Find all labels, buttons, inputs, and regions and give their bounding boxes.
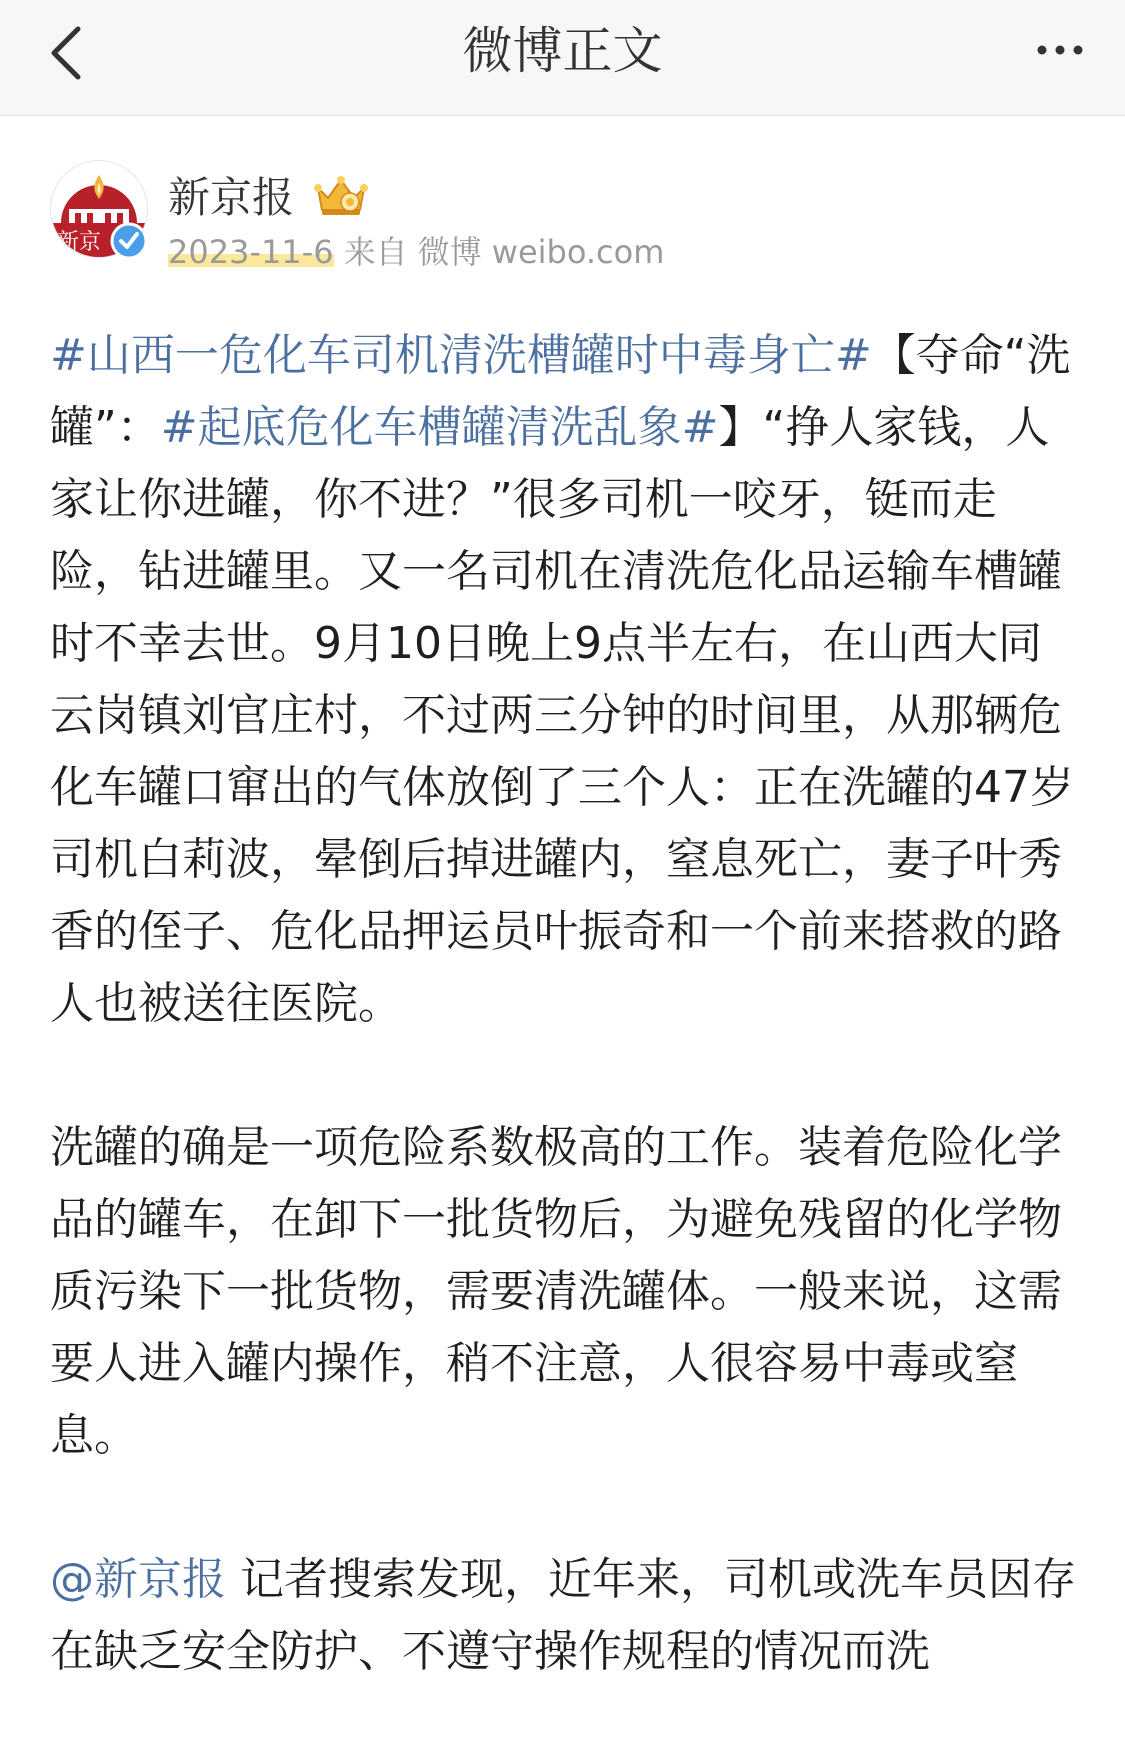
mention-link[interactable]: @新京报 xyxy=(50,1554,226,1605)
post-date: 2023-11-6 xyxy=(168,233,334,271)
post-text: 记者搜索发现，近年来，司机或洗车员因存在缺乏安全防护、不遵守操作规程的情况而洗 xyxy=(50,1554,1076,1677)
avatar-text: 新京 xyxy=(57,230,102,255)
post-source[interactable]: 微博 weibo.com xyxy=(417,233,665,271)
page-title: 微博正文 xyxy=(462,22,663,80)
post-paragraph xyxy=(50,1112,1080,1472)
hashtag-link[interactable]: #山西一危化车司机清洗槽罐时中毒身亡# xyxy=(50,330,872,381)
hashtag-link[interactable]: #起底危化车槽罐清洗乱象# xyxy=(160,402,719,453)
bottom-edge xyxy=(0,1710,1125,1726)
post-text: 】“挣人家钱，人家让你进罐，你不进？”很多司机一咬牙，铤而走险，钻进罐里。又一名司机在清洗危化品运输车槽罐时不幸去世。9月10日晚上9点半左右，在山西大同云岗镇刘官庄村，不过两三分钟的时间里，从那辆危化车罐口窜出的气体放倒了三个人：正在洗罐的47岁司机白莉波，晕倒后掉进罐内，窒息死亡，妻子叶秀香的侄子、危化品押运员叶振奇和一个前来搭救的路人也被送往医院。 xyxy=(50,402,1074,1029)
post-meta xyxy=(168,232,664,272)
post-paragraph xyxy=(50,1544,1080,1688)
post-body xyxy=(50,320,1080,1760)
more-dots-icon xyxy=(1036,44,1084,56)
post-header xyxy=(50,160,1050,270)
crown-badge-icon xyxy=(312,174,370,218)
more-button[interactable] xyxy=(1025,20,1095,80)
post-text: 【夺命“洗罐”： xyxy=(50,330,1071,453)
author-name[interactable]: 新京报 xyxy=(168,173,295,222)
source-prefix: 来自 xyxy=(343,233,408,271)
top-nav-bar xyxy=(0,0,1125,116)
post-text: 洗罐的确是一项危险系数极高的工作。装着危险化学品的罐车，在卸下一批货物后，为避免残留的化学物质污染下一批货物，需要清洗罐体。一般来说，这需要人进入罐内操作，稍不注意，人很容易中毒或窒息。 xyxy=(50,1122,1062,1461)
verified-badge-icon xyxy=(110,222,148,260)
post-paragraph xyxy=(50,320,1080,1040)
